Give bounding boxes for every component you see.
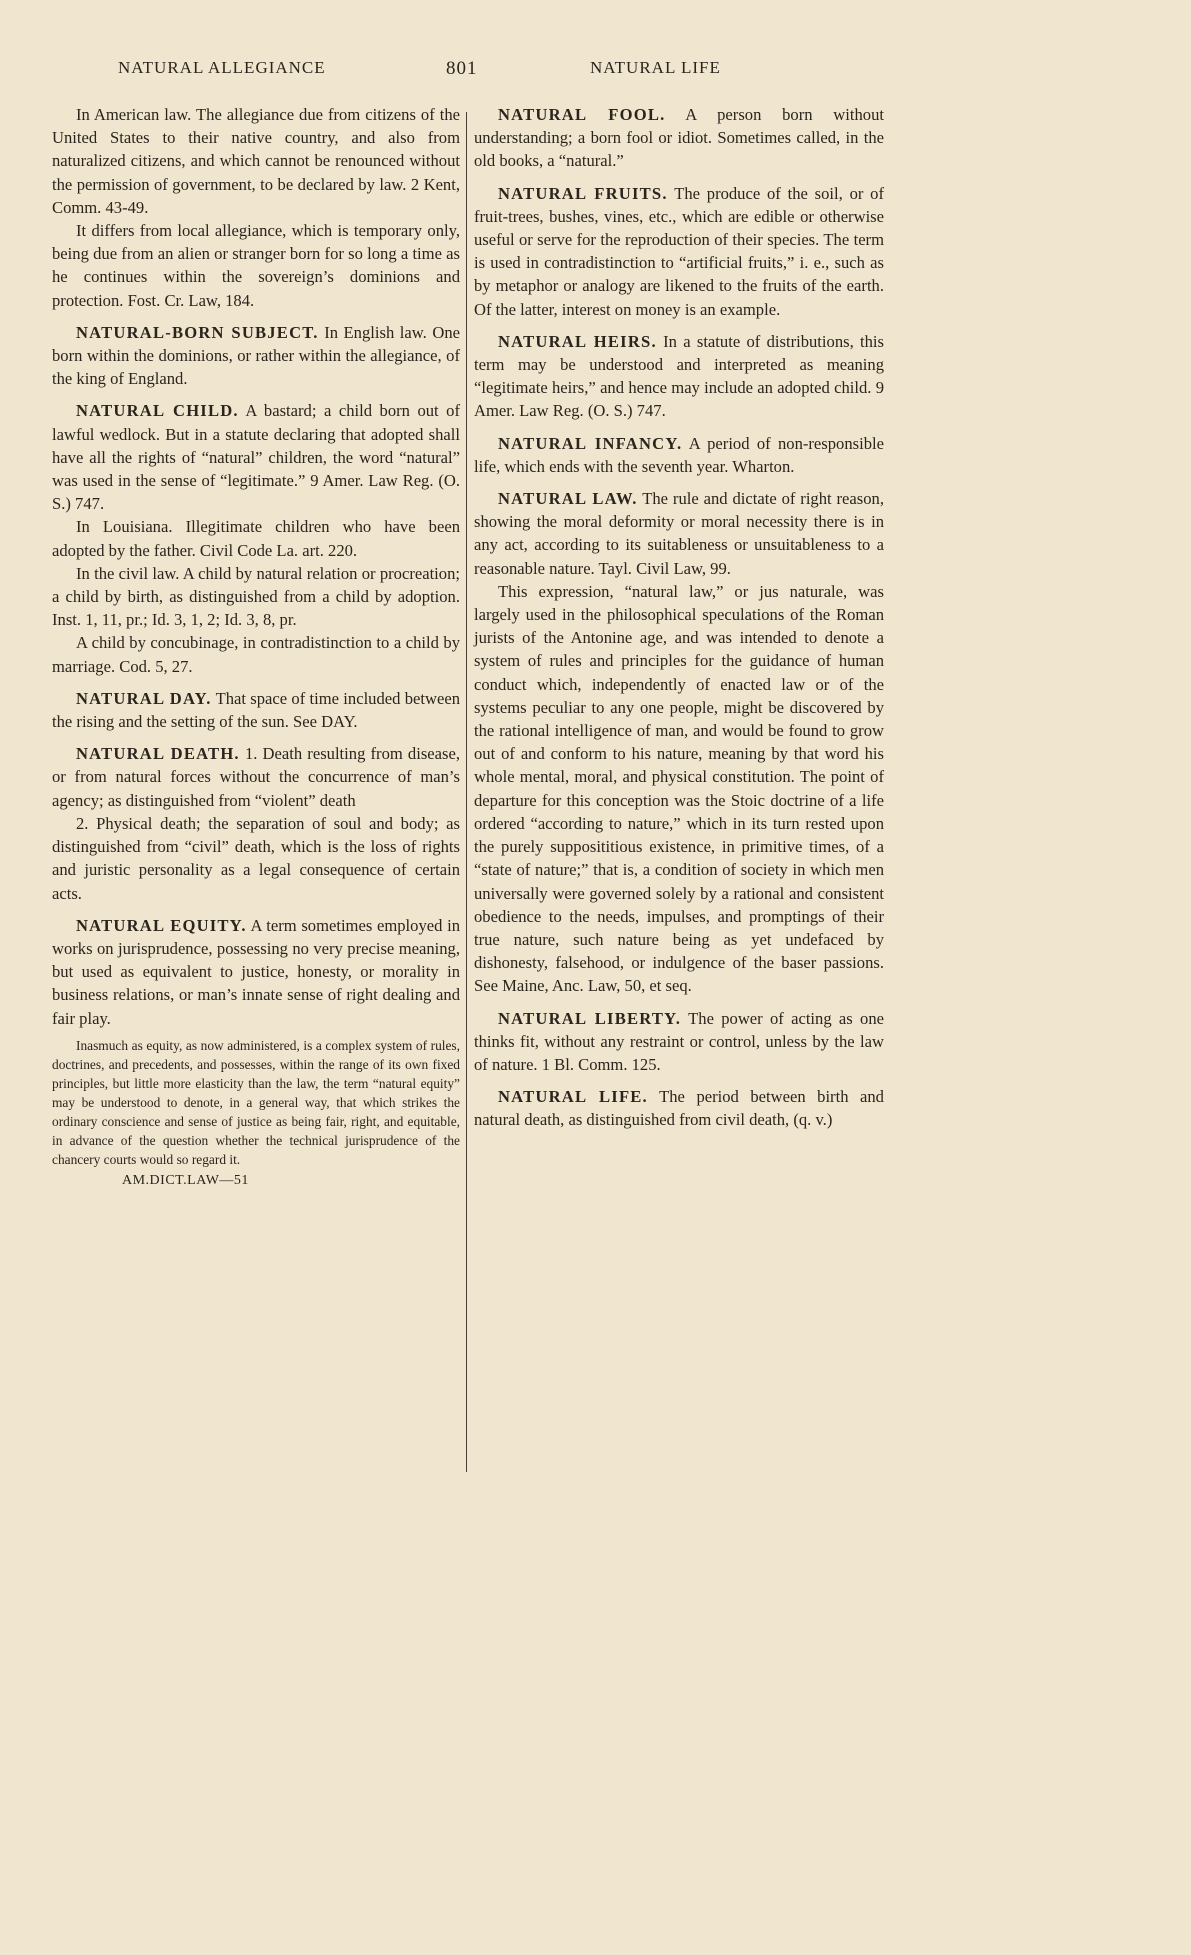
entry-paragraph: This expression, “natural law,” or jus naturale, was largely used in the philosophical speculations of the Roman jurists of the Antonine age, and was intended to denote a system of rules and principles for the guidance of human conduct which, independently of enacted law or of the systems peculiar to any one people, might be discovered by the rational intelligence of man, and would be found to grow out of and conform to his nature, meaning by that word his whole mental, moral, and physical constitution. The point of departure for this conception was the Stoic doctrine of a life ordered “according to nature,” which in its turn rested upon the purely supposititious existence, in primitive times, of a “state of nature;” that is, a condition of society in which men universally were governed solely by a rational and consistent obedience to the needs, impulses, and promptings of their true nature, such nature being as yet undefaced by dishonesty, falsehood, or indulgence of the baser passions. See Maine, Anc. Law, 50, et seq.: [474, 581, 884, 996]
entry-natural-infancy: NATURAL INFANCY. A period of non-responsible life, which ends with the seventh year. Wharton.: [474, 433, 884, 476]
headword: NATURAL FOOL.: [498, 105, 666, 124]
headword: NATURAL CHILD.: [76, 401, 239, 421]
equity-note: Inasmuch as equity, as now administered, is a complex system of rules, doctrines, and precedents, and possesses, within the range of its own fixed principles, but little more elasticity than the law, the term “natural equity” may be understood to denote, in a general way, that which strikes the ordinary conscience and sense of justice as being fair, right, and equitable, in advance of the question whether the technical jurisprudence of the chancery courts would so regard it.: [52, 1037, 460, 1167]
left-column: [52, 103, 460, 1192]
headword: NATURAL-BORN SUBJECT.: [76, 322, 319, 342]
entry-natural-death: NATURAL DEATH. 1. Death resulting from disease, or from natural forces without the concurrence of man’s agency; as distinguished from “violent” death: [52, 744, 460, 810]
entry-natural-fruits: NATURAL FRUITS. The produce of the soil, or of fruit-trees, bushes, vines, etc., which are edible or otherwise useful or serve for the reproduction of their species. The term is used in contradistinction to “artificial fruits,” i. e., such as by metaphor or analogy are likened to the fruits of the earth. Of the latter, interest on money is an example.: [474, 183, 884, 319]
headword: NATURAL DAY.: [76, 688, 212, 708]
entry-natural-law: NATURAL LAW. The rule and dictate of right reason, showing the moral deformity or moral necessity there is in any act, according to its suitableness or unsuitableness to a reasonable nature. Tayl. Civil Law, 99.: [474, 489, 884, 578]
entry-natural-life: NATURAL LIFE. The period between birth and natural death, as distinguished from civil death, (q. v.): [474, 1087, 884, 1130]
entry-natural-child: NATURAL CHILD. A bastard; a child born out of lawful wedlock. But in a statute declaring that adopted shall have all the rights of “natural” children, the word “natural” was used in the sense of “legitimate.” 9 Amer. Law Reg. (O. S.) 747.: [52, 401, 460, 514]
header-left-guideword: NATURAL ALLEGIANCE: [118, 58, 326, 77]
entry-paragraph: A child by concubinage, in contradistinction to a child by marriage. Cod. 5, 27.: [52, 633, 460, 676]
right-column: [474, 103, 884, 1132]
page-number: 801: [446, 58, 478, 79]
entry-natural-liberty: NATURAL LIBERTY. The power of acting as one thinks fit, without any restraint or control, unless by the law of nature. 1 Bl. Comm. 125.: [474, 1008, 884, 1074]
entry-natural-heirs: NATURAL HEIRS. In a statute of distributions, this term may be understood and interpreted as meaning “legitimate heirs,” and hence may include an adopted child. 9 Amer. Law Reg. (O. S.) 747.: [474, 331, 884, 421]
entry-paragraph: It differs from local allegiance, which is temporary only, being due from an alien or stranger born for so long a time as he continues within the sovereign’s dominions and protection. Fost. Cr. Law, 184.: [52, 221, 460, 310]
entry-paragraph: In the civil law. A child by natural relation or procreation; a child by birth, as distinguished from a child by adoption. Inst. 1, 11, pr.; Id. 3, 1, 2; Id. 3, 8, pr.: [52, 563, 460, 630]
column-divider: [466, 112, 467, 1472]
entry-paragraph: 2. Physical death; the separation of soul and body; as distinguished from “civil” death, which is the loss of rights and juristic personality as a legal consequence of certain acts.: [52, 813, 460, 903]
running-header: [0, 58, 955, 88]
entry-paragraph: In Louisiana. Illegitimate children who have been adopted by the father. Civil Code La. art. 220.: [52, 517, 460, 560]
entry-paragraph: In American law. The allegiance due from citizens of the United States to their native country, and also from naturalized citizens, and which cannot be renounced without the permission of government, to be declared by law. 2 Kent, Comm. 43-49.: [52, 105, 460, 217]
entry-natural-equity: NATURAL EQUITY. A term sometimes employed in works on jurisprudence, possessing no very precise meaning, but used as equivalent to justice, honesty, or morality in business relations, or man’s innate sense of right dealing and fair play.: [52, 915, 461, 1028]
headword: NATURAL LIFE.: [498, 1087, 648, 1107]
headword: NATURAL FRUITS.: [498, 183, 668, 203]
headword: NATURAL EQUITY.: [76, 915, 247, 935]
headword: NATURAL LAW.: [498, 489, 638, 509]
entry-natural-day: NATURAL DAY. That space of time included between the rising and the setting of the sun. See DAY.: [52, 688, 460, 732]
headword: NATURAL LIBERTY.: [498, 1008, 682, 1028]
headword: NATURAL DEATH.: [76, 744, 240, 764]
entry-natural-fool: NATURAL FOOL. A person born without understanding; a born fool or idiot. Sometimes called, in the old books, a “natural.”: [474, 105, 885, 171]
header-right-guideword: NATURAL LIFE: [590, 58, 721, 77]
signature-mark: AM.DICT.LAW—51: [122, 1172, 249, 1188]
headword: NATURAL INFANCY.: [498, 433, 683, 453]
headword: NATURAL HEIRS.: [498, 331, 657, 351]
entry-natural-born-subject: NATURAL-BORN SUBJECT. In English law. One born within the dominions, or rather within the allegiance, of the king of England.: [52, 322, 460, 389]
